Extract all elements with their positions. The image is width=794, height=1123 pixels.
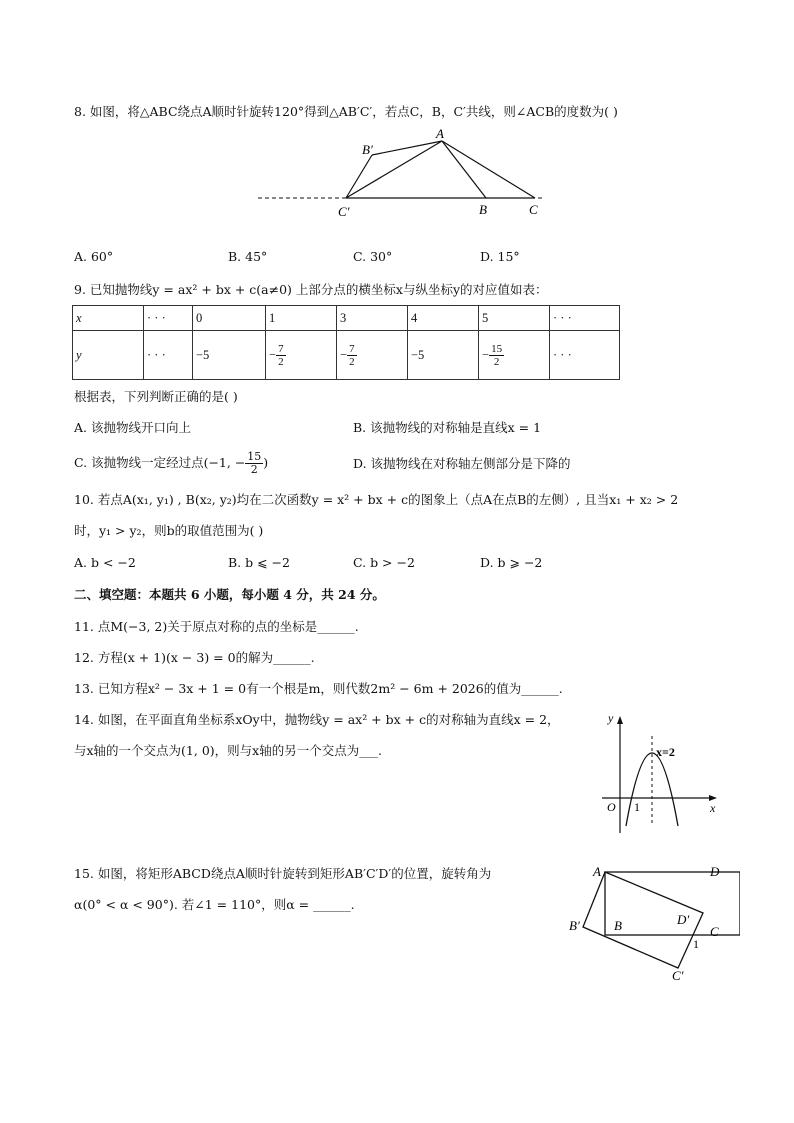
q8-label-c: C — [529, 202, 538, 217]
q15-label-one: 1 — [693, 937, 699, 951]
fraction — [489, 343, 504, 368]
q9-option-b[interactable]: B. 该抛物线的对称轴是直线x = 1 — [353, 420, 542, 435]
q8-option-b[interactable]: B. 45° — [228, 249, 268, 264]
q12-stem: 12. 方程(x + 1)(x − 3) = 0的解为______. — [74, 650, 315, 665]
q9-cell: 4 — [408, 306, 479, 331]
q15-figure — [560, 858, 740, 986]
q14-label-y: y — [608, 711, 614, 725]
q14-y-arrow-icon — [617, 716, 623, 724]
q9-cell-fraction — [266, 331, 337, 380]
q15-line1: 15. 如图，将矩形ABCD绕点A顺时针旋转到矩形AB′C′D′的位置，旋转角为 — [74, 866, 492, 881]
q9-table — [72, 305, 620, 380]
section-heading: 二、填空题：本题共 6 小题，每小题 4 分，共 24 分。 — [74, 587, 385, 602]
q8-figure — [250, 128, 560, 220]
q10-option-d[interactable]: D. b ⩾ −2 — [480, 555, 543, 570]
q15-label-d-prime: D′ — [677, 912, 690, 927]
q8-triangle-ab-prime-c-prime — [346, 141, 442, 198]
q9-table-row-y — [73, 331, 620, 380]
q8-label-b: B — [479, 202, 487, 217]
q14-label-one: 1 — [634, 800, 640, 814]
q9-cell: · · · — [550, 331, 620, 380]
q15-line2: α(0° < α < 90°). 若∠1 = 110°，则α = ______. — [74, 897, 355, 912]
numerator: 7 — [278, 342, 284, 355]
q9-stem: 9. 已知抛物线y = ax² + bx + c(a≠0) 上部分点的横坐标x与纵坐标y的对应值如表： — [74, 282, 548, 297]
q9-option-c[interactable] — [74, 450, 268, 476]
q9-prompt: 根据表，下列判断正确的是( ) — [74, 389, 238, 404]
q15-label-b: B — [614, 918, 622, 933]
fraction — [347, 343, 357, 368]
q8-option-d[interactable]: D. 15° — [480, 249, 520, 264]
q15-label-b-prime: B′ — [569, 918, 580, 933]
minus-sign: − — [269, 346, 277, 361]
q8-segment-ac — [442, 141, 535, 198]
q15-label-a: A — [593, 864, 601, 879]
q9-cell: −5 — [408, 331, 479, 380]
q10-option-b[interactable]: B. b ⩽ −2 — [228, 555, 290, 570]
q9-cell: x — [73, 306, 144, 331]
q9-cell: 5 — [479, 306, 550, 331]
q15-label-c-prime: C′ — [672, 968, 684, 983]
q9-cell-fraction — [337, 331, 408, 380]
q15-label-d: D — [710, 864, 720, 879]
denominator: 2 — [278, 355, 284, 368]
numerator: 15 — [247, 450, 262, 463]
q13-stem: 13. 已知方程x² − 3x + 1 = 0有一个根是m，则代数2m² − 6m + 2026的值为______. — [74, 681, 563, 696]
q8-segment-ab — [442, 141, 486, 198]
q9-cell: · · · — [144, 331, 193, 380]
q9-cell: 0 — [193, 306, 266, 331]
q9-option-d[interactable]: D. 该抛物线在对称轴左侧部分是下降的 — [353, 456, 571, 471]
q14-label-origin: O — [607, 800, 616, 814]
fraction — [245, 451, 263, 476]
q14-label-axis: x=2 — [656, 745, 675, 759]
q8-label-b-prime: B′ — [362, 142, 373, 157]
q8-option-a[interactable]: A. 60° — [74, 249, 114, 264]
denominator: 2 — [493, 355, 500, 368]
q14-line1: 14. 如图，在平面直角坐标系xOy中，抛物线y = ax² + bx + c的对称轴为直线x = 2， — [74, 712, 560, 727]
numerator: 7 — [349, 342, 355, 355]
q10-line2: 时，y₁ > y₂，则b的取值范围为( ) — [74, 523, 264, 538]
q9-option-c-close: ) — [263, 455, 269, 470]
q8-label-a: A — [436, 128, 444, 141]
fraction — [276, 343, 286, 368]
q15-label-c: C — [710, 924, 719, 939]
q11-stem: 11. 点M(−3, 2)关于原点对称的点的坐标是______. — [74, 619, 359, 634]
numerator: 15 — [491, 342, 503, 355]
q9-option-a[interactable]: A. 该抛物线开口向上 — [74, 420, 191, 435]
q8-stem: 8. 如图，将△ABC绕点A顺时针旋转120°得到△AB′C′，若点C，B，C′共线，则∠ACB的度数为( ) — [74, 104, 618, 119]
q10-option-a[interactable]: A. b < −2 — [74, 555, 136, 570]
q9-cell: −5 — [193, 331, 266, 380]
q9-cell: 1 — [266, 306, 337, 331]
q9-cell: 3 — [337, 306, 408, 331]
q9-cell: · · · — [550, 306, 620, 331]
q9-cell: y — [73, 331, 144, 380]
q8-option-c[interactable]: C. 30° — [353, 249, 393, 264]
q9-table-row-x — [73, 306, 620, 331]
q15-rect-abcd — [605, 872, 740, 935]
minus-sign: − — [482, 346, 490, 361]
q10-option-c[interactable]: C. b > −2 — [353, 555, 415, 570]
denominator: 2 — [349, 355, 355, 368]
q14-label-x: x — [710, 801, 716, 815]
denominator: 2 — [250, 463, 258, 476]
q8-label-c-prime: C′ — [338, 204, 350, 219]
q9-option-c-text: C. 该抛物线一定经过点(−1, − — [74, 455, 246, 470]
q14-graph — [590, 708, 730, 843]
q9-cell-fraction — [479, 331, 550, 380]
q14-line2: 与x轴的一个交点为(1, 0)，则与x轴的另一个交点为___. — [74, 743, 382, 758]
minus-sign: − — [340, 346, 348, 361]
q9-cell: · · · — [144, 306, 193, 331]
q10-line1: 10. 若点A(x₁, y₁) , B(x₂, y₂)均在二次函数y = x² + bx + c的图象上（点A在点B的左侧）, 且当x₁ + x₂ > 2 — [74, 492, 679, 507]
